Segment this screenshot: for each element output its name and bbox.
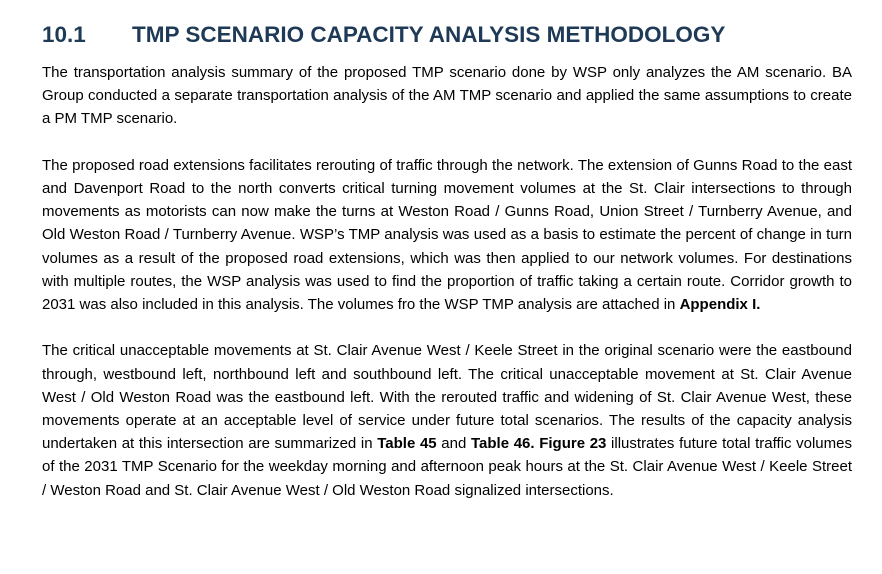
- section-number: 10.1: [42, 22, 86, 47]
- paragraph-1: [42, 61, 852, 131]
- figure-23-reference: Figure 23: [539, 435, 607, 453]
- paragraph-3-text-1: The critical unacceptable movements at St. Clair Avenue West / Keele Street in the original scenario were the eastbound through, westbound left, northbound left and southbound left. The critical unacceptable movement at St. Clair Avenue West / Old Weston Road was the eastbound left. With the rerouted traffic and widening of St. Clair Avenue West, these movements operate at an acceptable level of service under future total scenarios. The results of the capacity analysis undertaken at this intersection are summarized in: [42, 342, 852, 453]
- paragraph-1-text: The transportation analysis summary of the proposed TMP scenario done by WSP only analyzes the AM scenario. BA Group conducted a separate transportation analysis of the AM TMP scenario and applied the same assumptions to create a PM TMP scenario.: [42, 64, 852, 128]
- document-page: [42, 18, 852, 502]
- section-heading: [42, 18, 852, 52]
- paragraph-3: [42, 339, 852, 501]
- paragraph-2: [42, 154, 852, 316]
- section-title: TMP SCENARIO CAPACITY ANALYSIS METHODOLOGY: [132, 22, 726, 47]
- paragraph-3-text-2: illustrates future total traffic volumes of the 2031 TMP Scenario for the weekday morning and afternoon peak hours at the St. Clair Avenue West / Keele Street / Weston Road and St. Clair Avenue West / Old Weston Road signalized intersections.: [42, 435, 852, 499]
- appendix-reference: Appendix I.: [679, 296, 761, 314]
- table-46-reference: Table 46.: [470, 435, 535, 453]
- paragraph-2-text: The proposed road extensions facilitates rerouting of traffic through the network. The extension of Gunns Road to the east and Davenport Road to the north converts critical turning movement volumes at the St. Clair intersections to through movements as motorists can now make the turns at Weston Road / Gunns Road, Union Street / Turnberry Avenue, and Old Weston Road / Turnberry Avenue. WSP’s TMP analysis was used as a basis to estimate the percent of change in turn volumes as a result of the proposed road extensions, which was then applied to our network volumes. For destinations with multiple routes, the WSP analysis was used to find the proportion of traffic taking a certain route. Corridor growth to 2031 was also included in this analysis. The volumes fro the WSP TMP analysis are attached in: [42, 156, 852, 314]
- paragraph-3-and: and: [436, 435, 471, 453]
- table-45-reference: Table 45: [377, 435, 437, 453]
